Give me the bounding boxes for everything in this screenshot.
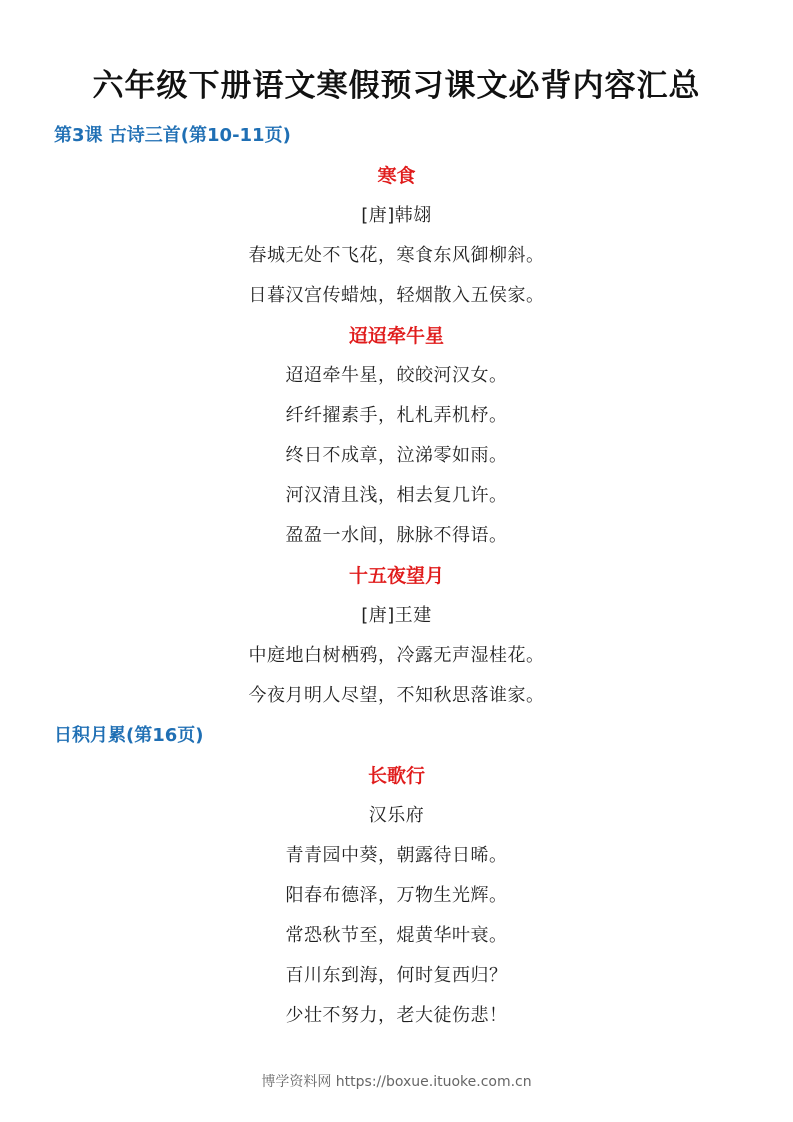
poem-line: 日暮汉宫传蜡烛，轻烟散入五侯家。 <box>248 285 545 306</box>
page-title: 六年级下册语文寒假预习课文必背内容汇总 <box>92 68 701 104</box>
poem-line: 青青园中葵，朝露待日晞。 <box>285 845 508 866</box>
poem-line: 终日不成章，泣涕零如雨。 <box>285 445 508 466</box>
section-heading-riji: 日积月累(第16页) <box>54 725 204 746</box>
poem-line: 少壮不努力，老大徒伤悲！ <box>285 1005 508 1026</box>
poem-author-hanshi: [唐]韩翃 <box>361 205 432 226</box>
poem-line: 迢迢牵牛星，皎皎河汉女。 <box>285 365 508 386</box>
poem-title-shiwuye: 十五夜望月 <box>348 565 444 587</box>
poem-title-changgexing: 长歌行 <box>367 765 425 787</box>
poem-line: 阳春布德泽，万物生光辉。 <box>285 885 508 906</box>
poem-title-tiaotiao: 迢迢牵牛星 <box>348 325 444 347</box>
poem-line: 百川东到海，何时复西归？ <box>285 965 508 986</box>
poem-line: 盈盈一水间，脉脉不得语。 <box>285 525 508 546</box>
section-heading-lesson-3: 第3课 古诗三首(第10-11页) <box>54 125 291 146</box>
poem-title-hanshi: 寒食 <box>377 165 416 187</box>
poem-line: 常恐秋节至，焜黄华叶衰。 <box>285 925 508 946</box>
poem-line: 纤纤擢素手，札札弄机杼。 <box>285 405 508 426</box>
poem-author-shiwuye: [唐]王建 <box>361 605 432 626</box>
poem-line: 春城无处不飞花，寒食东风御柳斜。 <box>248 245 545 266</box>
poem-line: 今夜月明人尽望，不知秋思落谁家。 <box>248 685 545 706</box>
poem-line: 中庭地白树栖鸦，冷露无声湿桂花。 <box>248 645 545 666</box>
poem-author-changgexing: 汉乐府 <box>368 805 425 826</box>
poem-line: 河汉清且浅，相去复几许。 <box>285 485 508 506</box>
footer-watermark: 博学资料网 https://boxue.ituoke.com.cn <box>261 1074 532 1090</box>
